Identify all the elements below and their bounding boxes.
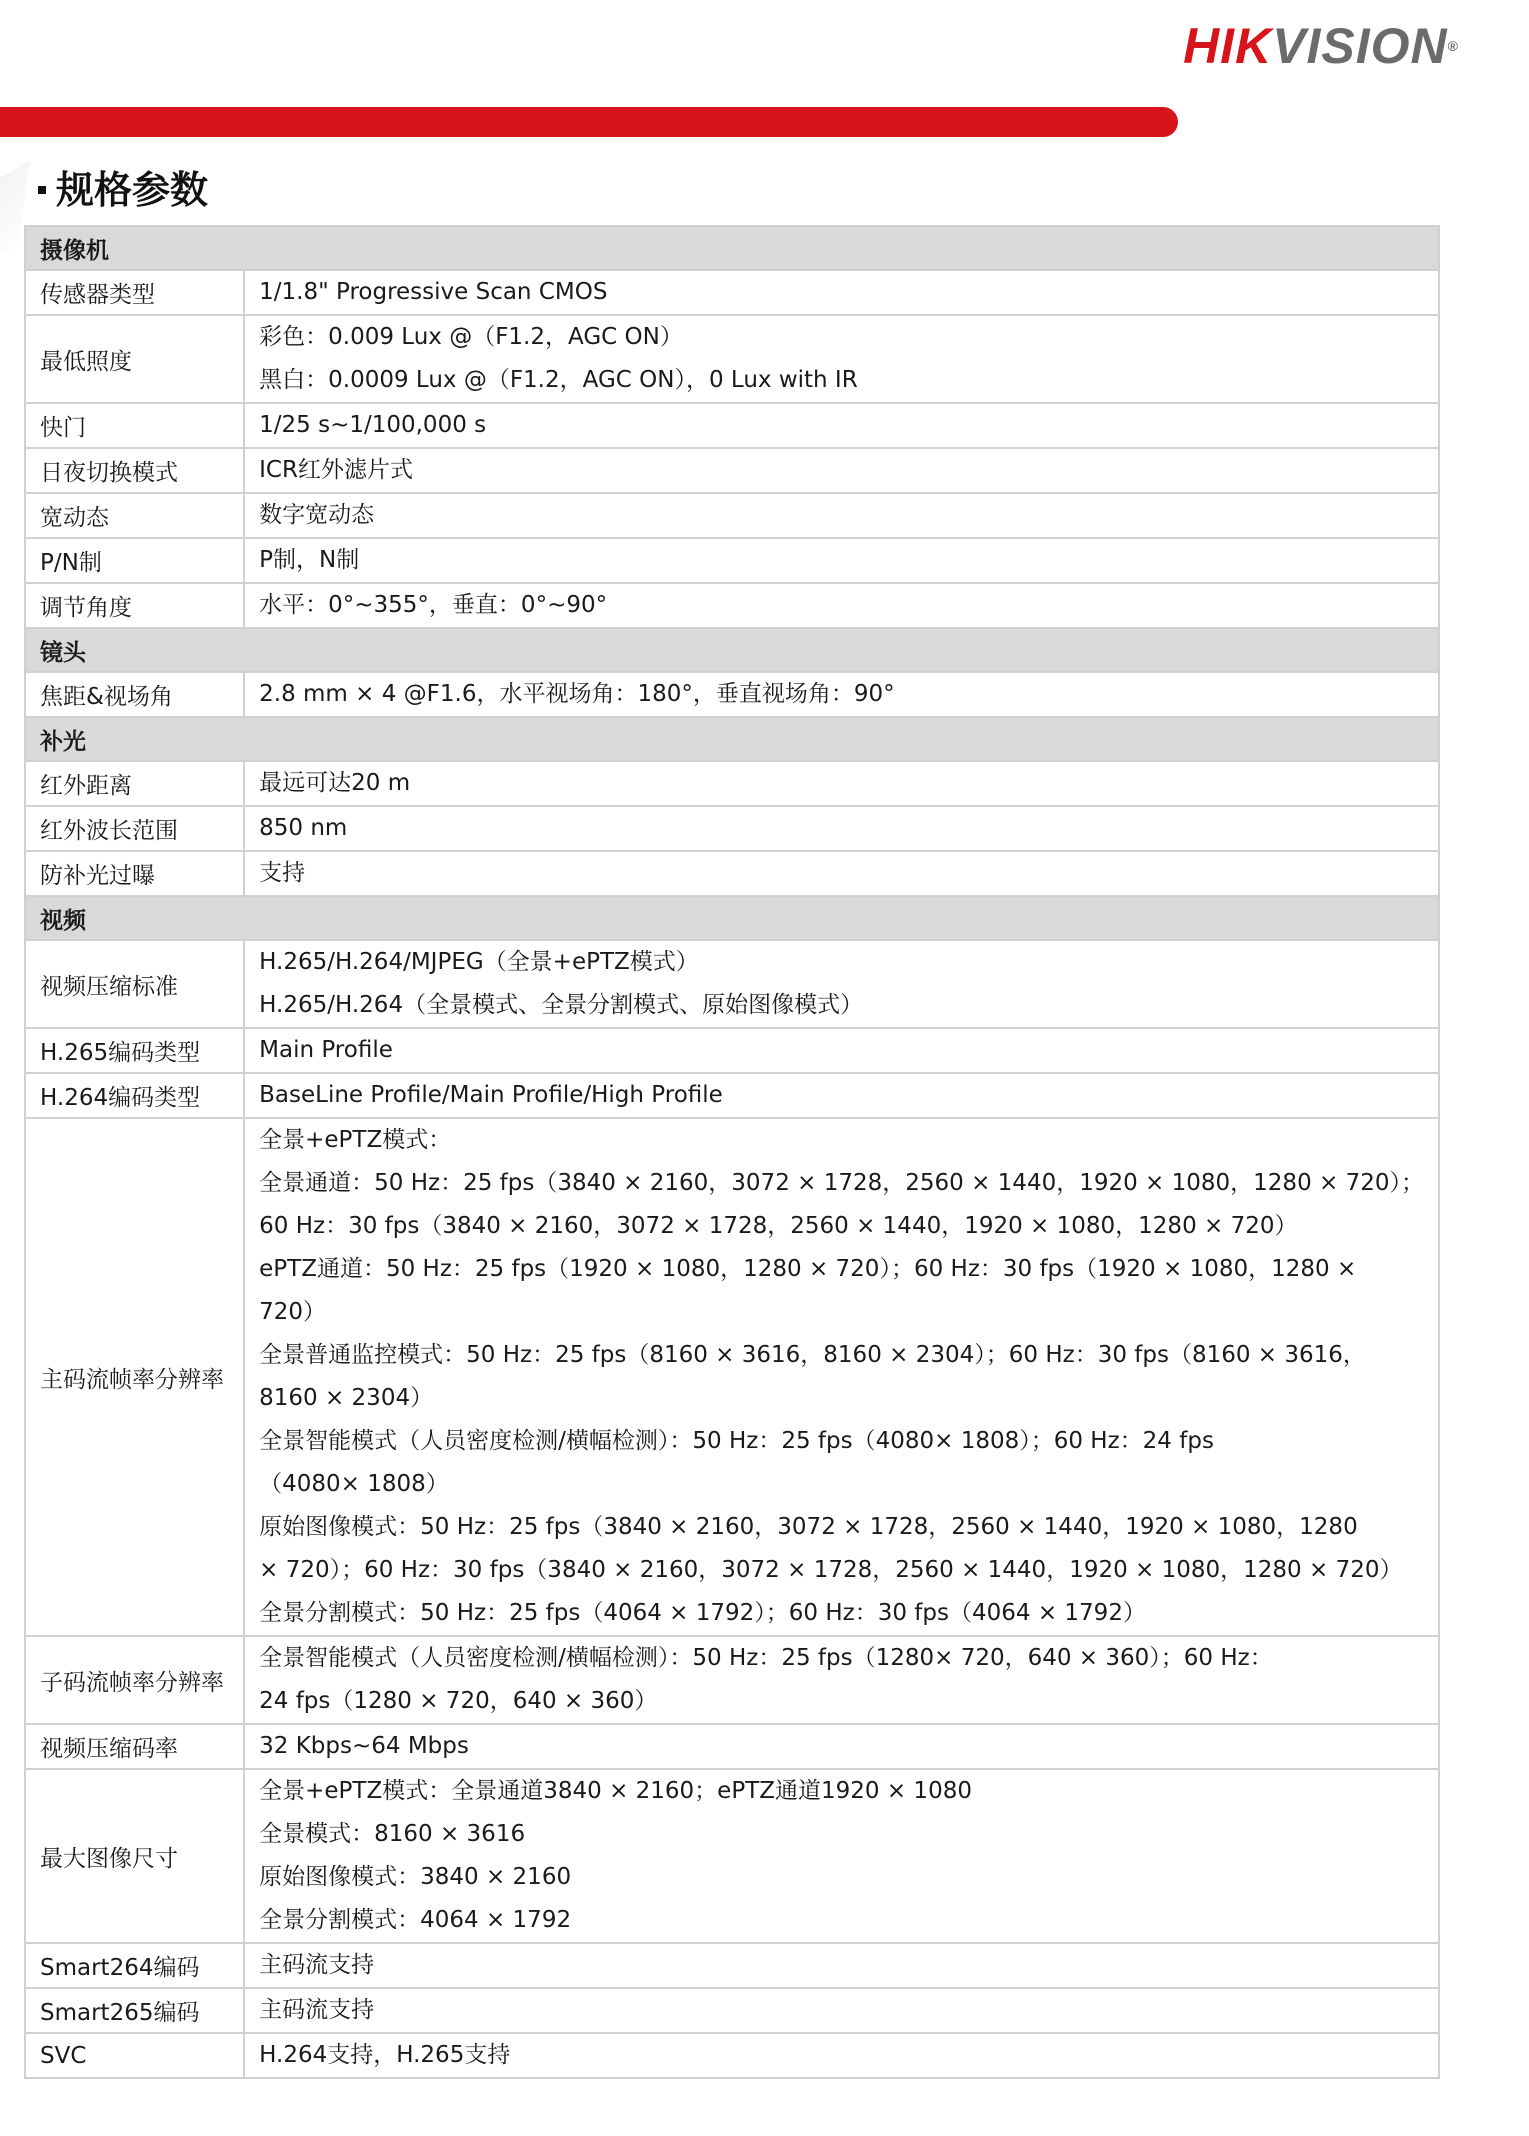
spec-value — [244, 940, 1439, 1028]
spec-table — [24, 225, 1440, 2079]
spec-key: 子码流帧率分辨率 — [25, 1636, 244, 1724]
spec-row — [25, 2033, 1439, 2078]
spec-value — [244, 1769, 1439, 1943]
category-label: 补光 — [25, 717, 1439, 761]
spec-value — [244, 1636, 1439, 1724]
spec-value — [244, 538, 1439, 583]
spec-key: 快门 — [25, 403, 244, 448]
spec-value — [244, 493, 1439, 538]
spec-value-line: 数字宽动态 — [259, 502, 375, 528]
spec-key: 最低照度 — [25, 315, 244, 403]
section-title-text: 规格参数 — [56, 168, 209, 212]
spec-row — [25, 583, 1439, 628]
spec-value — [244, 761, 1439, 806]
spec-value — [244, 2033, 1439, 2078]
spec-value-line: 全景普通监控模式：50 Hz：25 fps（8160 × 3616，8160 × 2304）；60 Hz：30 fps（8160 × 3616， — [259, 1342, 1366, 1368]
spec-value-line: ePTZ通道：50 Hz：25 fps（1920 × 1080，1280 × 720）；60 Hz：30 fps（1920 × 1080，1280 × — [259, 1256, 1357, 1282]
spec-key: SVC — [25, 2033, 244, 2078]
spec-value-line: 主码流支持 — [259, 1997, 375, 2023]
spec-row — [25, 1988, 1439, 2033]
spec-value-line: 32 Kbps~64 Mbps — [259, 1733, 469, 1759]
spec-value-line: BaseLine Profile/Main Profile/High Profile — [259, 1082, 723, 1108]
category-label: 视频 — [25, 896, 1439, 940]
spec-key: 防补光过曝 — [25, 851, 244, 896]
spec-row — [25, 761, 1439, 806]
category-label: 摄像机 — [25, 226, 1439, 270]
category-row — [25, 717, 1439, 761]
spec-value-line: 原始图像模式：3840 × 2160 — [259, 1864, 572, 1890]
spec-key: Smart264编码 — [25, 1943, 244, 1988]
spec-row — [25, 1769, 1439, 1943]
spec-key: 日夜切换模式 — [25, 448, 244, 493]
spec-value-line: ICR红外滤片式 — [259, 457, 413, 483]
spec-value-line: 720） — [259, 1299, 327, 1325]
category-row — [25, 226, 1439, 270]
spec-value-line: 黑白：0.0009 Lux @（F1.2，AGC ON），0 Lux with IR — [259, 367, 858, 393]
spec-value-line: P制，N制 — [259, 547, 360, 573]
spec-value — [244, 851, 1439, 896]
spec-value-line: H.265/H.264/MJPEG（全景+ePTZ模式） — [259, 949, 699, 975]
spec-value-line: 60 Hz：30 fps（3840 × 2160，3072 × 1728，2560 × 1440，1920 × 1080，1280 × 720） — [259, 1213, 1298, 1239]
spec-row — [25, 493, 1439, 538]
spec-value-line: 支持 — [259, 860, 306, 886]
spec-value — [244, 448, 1439, 493]
spec-value-line: 全景智能模式（人员密度检测/横幅检测）：50 Hz：25 fps（4080× 1808）；60 Hz：24 fps — [259, 1428, 1214, 1454]
spec-row — [25, 1073, 1439, 1118]
spec-key: 最大图像尺寸 — [25, 1769, 244, 1943]
spec-row — [25, 1724, 1439, 1769]
spec-key: H.264编码类型 — [25, 1073, 244, 1118]
spec-value — [244, 1988, 1439, 2033]
hikvision-logo: HIKVISION® — [1183, 18, 1459, 74]
spec-key: 红外距离 — [25, 761, 244, 806]
spec-value-line: 1/25 s~1/100,000 s — [259, 412, 487, 438]
spec-key: H.265编码类型 — [25, 1028, 244, 1073]
spec-value — [244, 672, 1439, 717]
spec-key: 传感器类型 — [25, 270, 244, 315]
spec-row — [25, 1943, 1439, 1988]
spec-key: P/N制 — [25, 538, 244, 583]
spec-key: 视频压缩码率 — [25, 1724, 244, 1769]
spec-value — [244, 1028, 1439, 1073]
spec-row — [25, 851, 1439, 896]
spec-value — [244, 806, 1439, 851]
spec-value-line: Main Profile — [259, 1037, 393, 1063]
header-red-bar — [0, 107, 1178, 137]
category-label: 镜头 — [25, 628, 1439, 672]
spec-value-line: 全景智能模式（人员密度检测/横幅检测）：50 Hz：25 fps（1280× 720，640 × 360）；60 Hz： — [259, 1645, 1273, 1671]
spec-value-line: 全景+ePTZ模式：全景通道3840 × 2160；ePTZ通道1920 × 1080 — [259, 1778, 972, 1804]
spec-row — [25, 806, 1439, 851]
spec-key: Smart265编码 — [25, 1988, 244, 2033]
spec-value — [244, 1724, 1439, 1769]
spec-value-line: 原始图像模式：50 Hz：25 fps（3840 × 2160，3072 × 1728，2560 × 1440，1920 × 1080，1280 — [259, 1514, 1358, 1540]
spec-value-line: 全景通道：50 Hz：25 fps（3840 × 2160，3072 × 1728，2560 × 1440，1920 × 1080，1280 × 720）； — [259, 1170, 1424, 1196]
spec-value — [244, 315, 1439, 403]
spec-row — [25, 940, 1439, 1028]
spec-value-line: 全景+ePTZ模式： — [259, 1127, 452, 1153]
spec-key: 主码流帧率分辨率 — [25, 1118, 244, 1636]
spec-value-line: 最远可达20 m — [259, 770, 411, 796]
spec-row — [25, 1028, 1439, 1073]
spec-value — [244, 1943, 1439, 1988]
section-title — [38, 166, 208, 214]
spec-value — [244, 583, 1439, 628]
spec-row — [25, 270, 1439, 315]
spec-key: 调节角度 — [25, 583, 244, 628]
spec-key: 宽动态 — [25, 493, 244, 538]
spec-row — [25, 538, 1439, 583]
category-row — [25, 628, 1439, 672]
spec-value — [244, 270, 1439, 315]
spec-value-line: 全景分割模式：50 Hz：25 fps（4064 × 1792）；60 Hz：30 fps（4064 × 1792） — [259, 1600, 1146, 1626]
spec-value-line: 850 nm — [259, 815, 348, 841]
spec-key: 焦距&视场角 — [25, 672, 244, 717]
spec-value-line: × 720）；60 Hz：30 fps（3840 × 2160，3072 × 1728，2560 × 1440，1920 × 1080，1280 × 720） — [259, 1557, 1403, 1583]
spec-row — [25, 672, 1439, 717]
spec-value-line: H.264支持，H.265支持 — [259, 2042, 511, 2068]
spec-value — [244, 1118, 1439, 1636]
spec-row — [25, 403, 1439, 448]
spec-value-line: 全景分割模式：4064 × 1792 — [259, 1907, 572, 1933]
spec-key: 视频压缩标准 — [25, 940, 244, 1028]
spec-row — [25, 448, 1439, 493]
category-row — [25, 896, 1439, 940]
spec-value-line: 水平：0°~355°，垂直：0°~90° — [259, 592, 608, 618]
spec-value-line: H.265/H.264（全景模式、全景分割模式、原始图像模式） — [259, 992, 864, 1018]
spec-row — [25, 1118, 1439, 1636]
spec-key: 红外波长范围 — [25, 806, 244, 851]
spec-value-line: 24 fps（1280 × 720，640 × 360） — [259, 1688, 658, 1714]
spec-row — [25, 1636, 1439, 1724]
spec-value-line: 2.8 mm × 4 @F1.6，水平视场角：180°，垂直视场角：90° — [259, 681, 895, 707]
spec-value-line: 主码流支持 — [259, 1952, 375, 1978]
spec-row — [25, 315, 1439, 403]
bullet-icon — [38, 186, 46, 194]
spec-value-line: 全景模式：8160 × 3616 — [259, 1821, 526, 1847]
spec-value-line: （4080× 1808） — [259, 1471, 449, 1497]
spec-value-line: 1/1.8" Progressive Scan CMOS — [259, 279, 608, 305]
spec-value — [244, 403, 1439, 448]
spec-value — [244, 1073, 1439, 1118]
spec-value-line: 彩色：0.009 Lux @（F1.2，AGC ON） — [259, 324, 683, 350]
spec-value-line: 8160 × 2304） — [259, 1385, 434, 1411]
